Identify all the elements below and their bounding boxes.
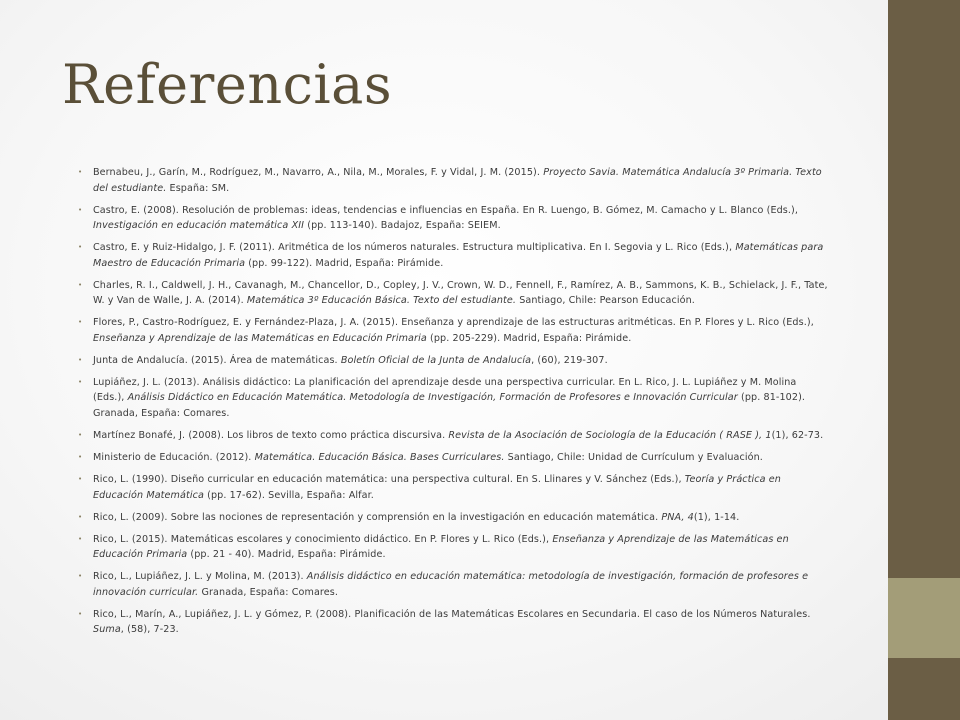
bullet-icon: • <box>78 168 83 176</box>
reference-italic-title: Teoría y Práctica en Educación Matemática <box>93 474 781 501</box>
reference-text: Rico, L., Lupiáñez, J. L. y Molina, M. (2013). <box>93 571 307 583</box>
reference-item <box>78 532 830 563</box>
reference-italic-title: Revista de la Asociación de Sociología de la Educación ( RASE ), 1 <box>448 430 772 442</box>
reference-text: Rico, L. (2009). Sobre las nociones de representación y comprensión en la investigación en educación matemática. <box>93 511 662 523</box>
reference-italic-title: Suma <box>93 624 121 636</box>
reference-italic-title: Matemática. Educación Básica. Bases Curriculares. <box>254 452 505 464</box>
bullet-icon: • <box>78 534 83 543</box>
bullet-icon: • <box>78 243 83 252</box>
reference-text: Rico, L. (1990). Diseño curricular en educación matemática: una perspectiva cultural. En S. Llinares y V. Sánchez (Eds.), <box>93 474 685 486</box>
reference-text: Santiago, Chile: Unidad de Currículum y Evaluación. <box>504 452 763 464</box>
reference-italic-title: Proyecto Savia. Matemática Andalucía 3º Primaria. Texto del estudiante. <box>93 167 822 194</box>
reference-item <box>78 375 830 422</box>
bullet-icon: • <box>78 280 83 289</box>
bullet-icon: • <box>78 512 83 521</box>
reference-item <box>78 569 830 600</box>
bullet-icon: • <box>78 609 83 618</box>
reference-list <box>78 165 830 644</box>
side-accent-block <box>888 578 960 658</box>
bullet-icon: • <box>78 205 83 214</box>
slide-title: Referencias <box>62 53 393 116</box>
reference-item <box>78 165 830 196</box>
reference-item <box>78 315 830 346</box>
reference-text: Granada, España: Comares. <box>198 586 339 598</box>
reference-text: (pp. 205-229). Madrid, España: Pirámide. <box>426 332 632 344</box>
reference-item <box>78 278 830 309</box>
reference-italic-title: PNA, 4 <box>661 511 694 523</box>
bullet-icon: • <box>78 453 83 462</box>
reference-text: Flores, P., Castro-Rodríguez, E. y Fernández-Plaza, J. A. (2015). Enseñanza y aprendizaje de las estructuras aritméticas. En P. Flores y L. Rico (Eds.), <box>93 317 814 329</box>
reference-item <box>78 240 830 271</box>
reference-text: (pp. 17-62). Sevilla, España: Alfar. <box>203 489 374 501</box>
reference-text: España: SM. <box>166 182 230 194</box>
reference-text: Junta de Andalucía. (2015). Área de matemáticas. <box>93 354 341 366</box>
reference-text: Castro, E. (2008). Resolución de problemas: ideas, tendencias e influencias en España. En R. Luengo, B. Gómez, M. Camacho y L. Blanco (Eds.), <box>93 204 799 216</box>
reference-item <box>78 428 830 444</box>
reference-italic-title: Matemática 3º Educación Básica. Texto del estudiante. <box>246 295 517 307</box>
bullet-icon: • <box>78 572 83 581</box>
reference-text: (pp. 99-122). Madrid, España: Pirámide. <box>245 257 444 269</box>
reference-italic-title: Enseñanza y Aprendizaje de las Matemáticas en Educación Primaria <box>93 533 789 561</box>
reference-italic-title: Boletín Oficial de la Junta de Andalucía <box>340 354 532 366</box>
reference-text: (pp. 81-102). Granada, España: Comares. <box>93 392 806 420</box>
reference-text: , (58), 7-23. <box>120 624 179 636</box>
reference-text: Martínez Bonafé, J. (2008). Los libros de texto como práctica discursiva. <box>93 430 449 442</box>
reference-text: Lupiáñez, J. L. (2013). Análisis didáctico: La planificación del aprendizaje desde una perspectiva curricular. En L. Rico, J. L. Lupiáñez y M. Molina (Eds.), <box>93 376 797 404</box>
reference-item <box>78 203 830 234</box>
reference-text: (pp. 21 - 40). Madrid, España: Pirámide. <box>187 549 386 561</box>
reference-text: Castro, E. y Ruiz-Hidalgo, J. F. (2011). Aritmética de los números naturales. Estructura multiplicativa. En I. Segovia y L. Rico (Eds.), <box>93 242 736 254</box>
reference-text: Santiago, Chile: Pearson Educación. <box>516 295 695 307</box>
reference-italic-title: Investigación en educación matemática XII <box>93 220 305 232</box>
reference-text: (1), 1-14. <box>693 511 740 523</box>
bullet-icon: • <box>78 431 83 440</box>
bullet-icon: • <box>78 355 83 364</box>
reference-item <box>78 510 830 526</box>
bullet-icon: • <box>78 377 83 386</box>
reference-item <box>78 607 830 638</box>
reference-text: (pp. 113-140). Badajoz, España: SEIEM. <box>304 220 501 232</box>
reference-item <box>78 353 830 369</box>
bullet-icon: • <box>78 318 83 327</box>
reference-italic-title: Matemáticas para Maestro de Educación Primaria <box>93 242 824 269</box>
reference-text: Rico, L. (2015). Matemáticas escolares y conocimiento didáctico. En P. Flores y L. Rico (Eds.), <box>93 533 553 545</box>
reference-text: Rico, L., Marín, A., Lupiáñez, J. L. y Gómez, P. (2008). Planificación de las Matemáticas Escolares en Secundaria. El caso de los Números Naturales. <box>93 608 811 620</box>
reference-italic-title: Análisis Didáctico en Educación Matemática. Metodología de Investigación, Formación de Profesores e Innovación Curricular <box>127 392 738 404</box>
reference-item <box>78 472 830 503</box>
reference-text: Charles, R. I., Caldwell, J. H., Cavanagh, M., Chancellor, D., Copley, J. V., Crown, W. D., Fennell, F., Ramírez, A. B., Sammons, K. B., Schielack, J. F., Tate, W. y Van de Walle, J. A. (2014). <box>93 279 828 307</box>
reference-italic-title: Análisis didáctico en educación matemática: metodología de investigación, formación de profesores e innovación curricular. <box>93 571 809 598</box>
reference-text: (1), 62-73. <box>771 430 824 442</box>
reference-text: Ministerio de Educación. (2012). <box>93 452 255 464</box>
reference-text: Bernabeu, J., Garín, M., Rodríguez, M., Navarro, A., Nila, M., Morales, F. y Vidal, J. M. (2015). <box>93 167 544 178</box>
bullet-icon: • <box>78 475 83 484</box>
reference-text: , (60), 219-307. <box>531 354 608 366</box>
reference-italic-title: Enseñanza y Aprendizaje de las Matemáticas en Educación Primaria <box>93 332 427 344</box>
reference-item <box>78 450 830 466</box>
